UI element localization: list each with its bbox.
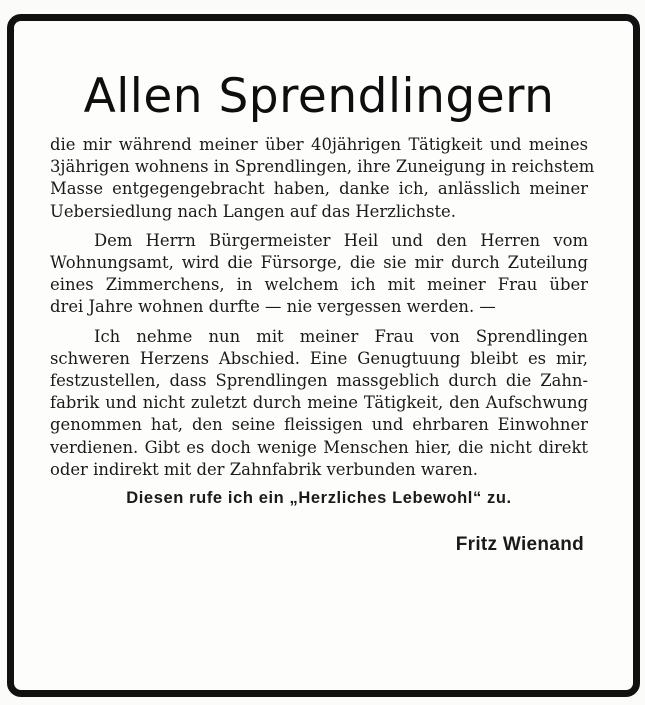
text-line: verdienen. Gibt es doch wenige Menschen hier, die nicht direkt — [50, 437, 588, 457]
text-line: festzustellen, dass Sprendlingen massgeblich durch die Zahn- — [50, 371, 588, 391]
signature: Fritz Wienand — [455, 534, 584, 556]
text-line: oder indirekt mit der Zahnfabrik verbunden waren. — [50, 459, 479, 479]
text-line: fabrik und nicht zuletzt durch meine Tätigkeit, den Aufschwung — [50, 393, 588, 413]
paragraph-farewell-reason — [50, 326, 588, 481]
text-line: drei Jahre wohnen durfte — nie vergessen werden. — — [50, 297, 496, 317]
paragraph-thanks — [50, 134, 595, 223]
notice-content — [50, 66, 595, 557]
text-line: Wohnungsamt, wird die Fürsorge, die sie mir durch Zuteilung — [50, 253, 588, 273]
text-line: eines Zimmerchens, in welchem ich mit meiner Frau über — [50, 275, 588, 295]
paragraph-mayor — [50, 230, 588, 319]
text-line: 3jährigen wohnens in Sprendlingen, ihre Zuneigung in reichstem — [50, 157, 595, 177]
farewell-line: Diesen rufe ich ein „Herzliches Lebewohl“ zu. — [126, 489, 512, 508]
text-line: Uebersiedlung nach Langen auf das Herzlichste. — [50, 201, 456, 221]
text-line: Masse entgegengebracht haben, danke ich, anlässlich meiner — [50, 179, 588, 199]
notice-title: Allen Sprendlingern — [83, 69, 555, 124]
text-line: Dem Herrn Bürgermeister Heil und den Herren vom — [94, 230, 588, 250]
text-line: genommen hat, den seine fleissigen und ehrbaren Einwohner — [50, 415, 588, 435]
text-line: schweren Herzens Abschied. Eine Genugtuung bleibt es mir, — [50, 348, 588, 368]
text-line: die mir während meiner über 40jährigen Tätigkeit und meines — [50, 135, 588, 154]
text-line: Ich nehme nun mit meiner Frau von Sprendlingen — [94, 326, 588, 346]
